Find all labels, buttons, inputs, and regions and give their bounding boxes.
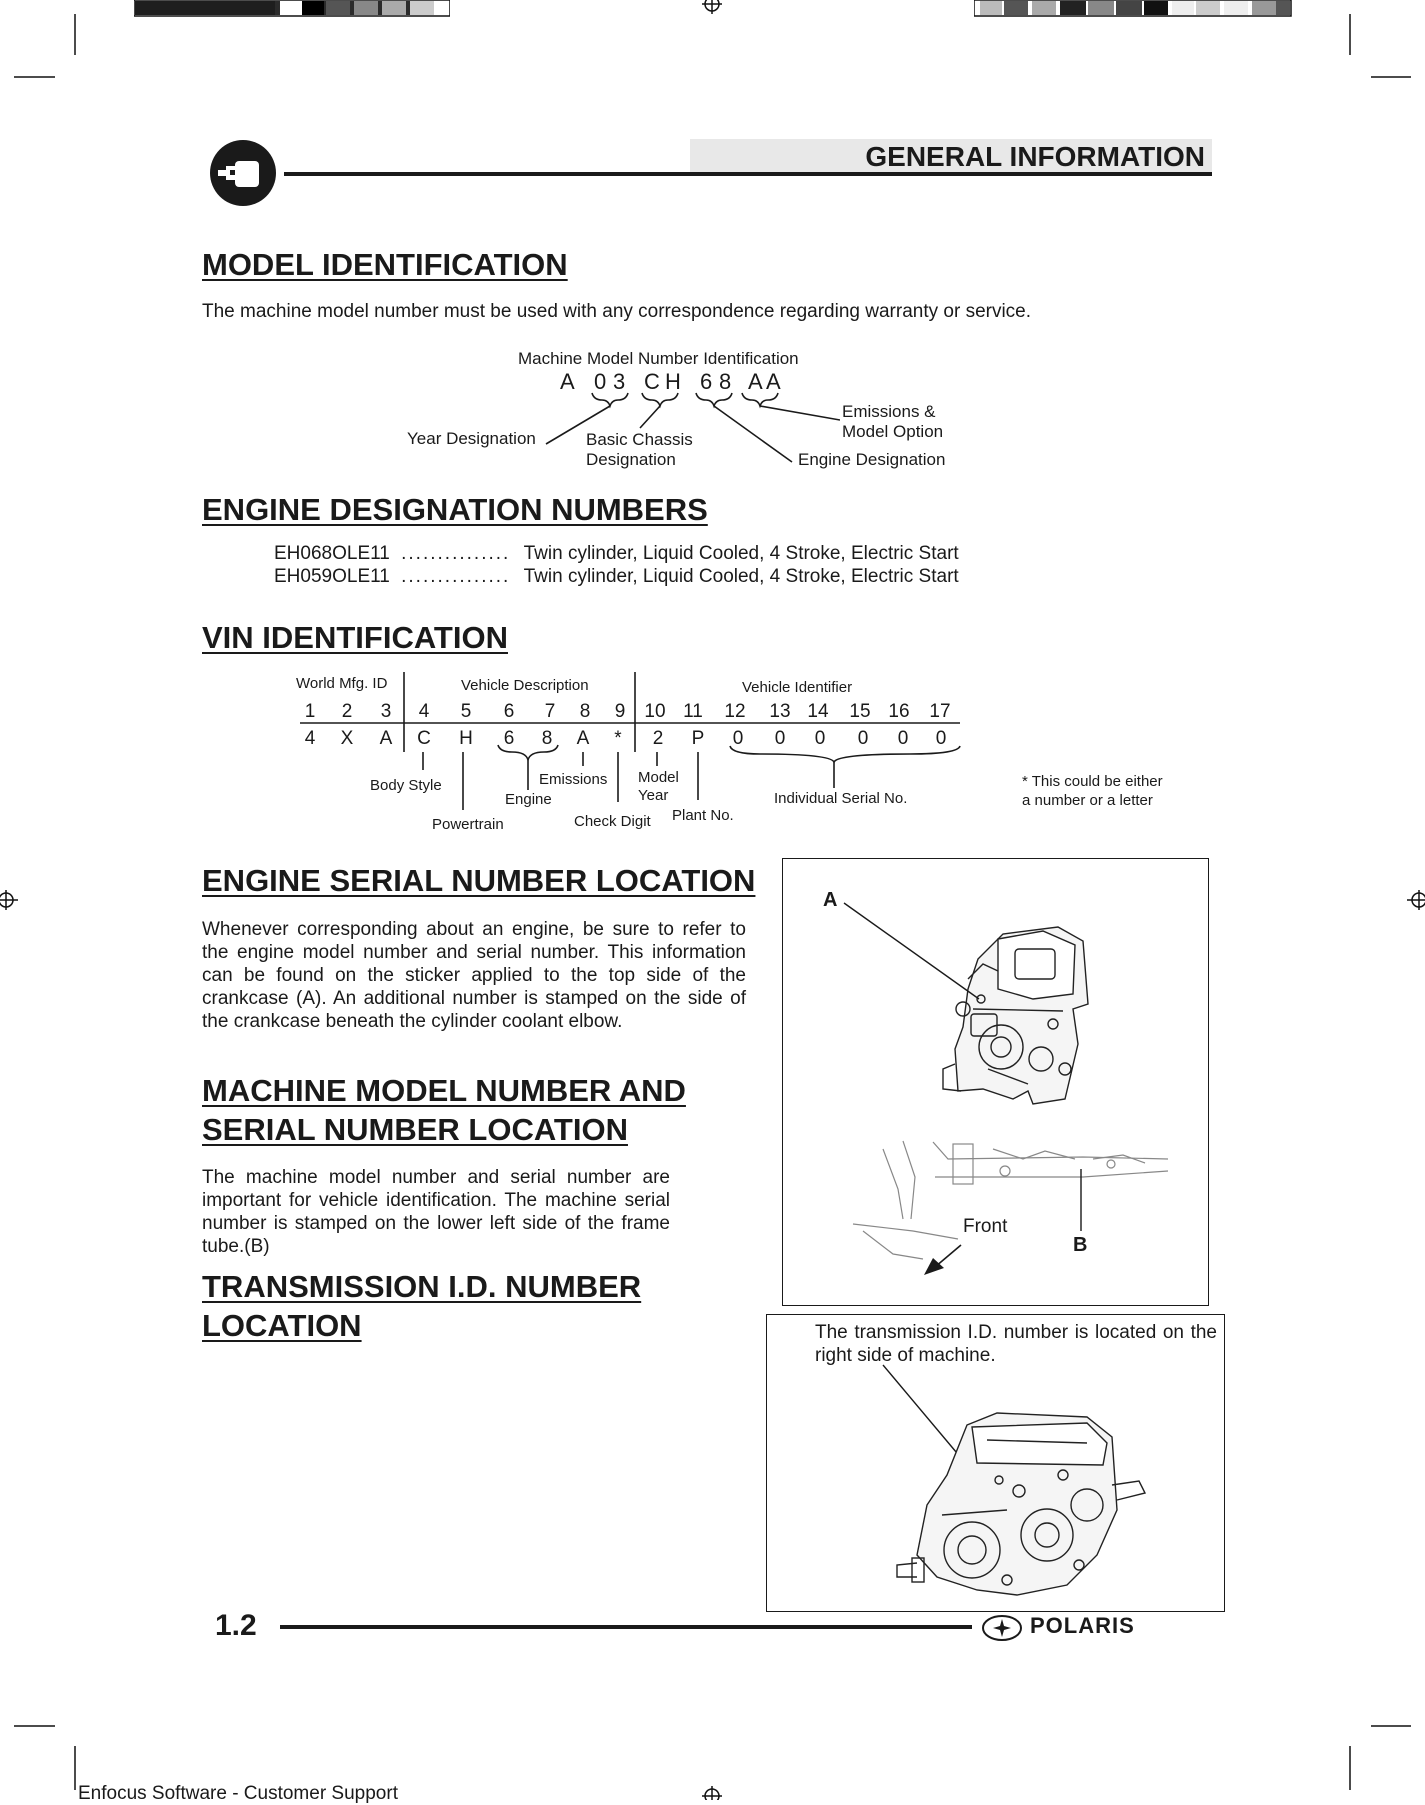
vin-position: 9 — [614, 701, 626, 722]
vin-value: C — [417, 728, 431, 749]
engine-leader-dots: ............... — [401, 543, 511, 564]
vin-value: 0 — [935, 728, 947, 749]
vin-position: 14 — [807, 701, 829, 722]
vin-value: A — [379, 728, 393, 749]
vin-value: X — [340, 728, 354, 749]
label-year-designation: Year Designation — [407, 429, 536, 448]
model-code-char: H — [665, 369, 681, 394]
vin-position: 10 — [644, 701, 666, 722]
model-code-char: 3 — [613, 369, 626, 394]
polaris-star-logo-icon — [981, 1614, 1023, 1642]
transmission-location-figure — [766, 1314, 1225, 1612]
vin-position: 15 — [849, 701, 871, 722]
vin-value: 0 — [732, 728, 744, 749]
footer-rule — [280, 1625, 972, 1629]
engine-description: Twin cylinder, Liquid Cooled, 4 Stroke, Electric Start — [523, 566, 959, 587]
transmission-heading-line-2: LOCATION — [202, 1308, 362, 1343]
vin-label-emissions: Emissions — [539, 771, 608, 788]
vin-label-engine: Engine — [505, 791, 552, 808]
model-number-diagram-title: Machine Model Number Identification — [518, 349, 799, 368]
vin-position: 6 — [503, 701, 515, 722]
label-emissions-2: Model Option — [842, 422, 944, 441]
vin-value: 0 — [814, 728, 826, 749]
vin-value: 6 — [503, 728, 515, 749]
figure-label-a: A — [823, 889, 838, 911]
vin-position: 4 — [418, 701, 430, 722]
engine-code: EH068OLE11 — [274, 543, 390, 564]
transmission-leader-line — [883, 1365, 967, 1465]
engine-designation-row — [274, 565, 959, 588]
vin-group-world-mfg: World Mfg. ID — [296, 675, 388, 692]
vin-value: P — [691, 728, 705, 749]
vin-label-model-year-1: Model — [638, 769, 679, 786]
vin-position: 2 — [341, 701, 353, 722]
model-code-char: A — [748, 369, 763, 394]
label-basic-chassis-1: Basic Chassis — [586, 430, 693, 449]
vin-position: 13 — [769, 701, 791, 722]
vin-position: 17 — [929, 701, 951, 722]
vin-label-powertrain: Powertrain — [432, 816, 504, 833]
vin-value: 0 — [897, 728, 909, 749]
model-code-char: 0 — [594, 369, 607, 394]
vin-note-2: a number or a letter — [1022, 792, 1153, 809]
vin-value: 4 — [304, 728, 316, 749]
vin-label-plant-no: Plant No. — [672, 807, 734, 824]
vin-group-vehicle-identifier: Vehicle Identifier — [742, 679, 853, 696]
label-engine-designation: Engine Designation — [798, 450, 946, 469]
vin-position: 7 — [544, 701, 556, 722]
vin-position: 3 — [380, 701, 392, 722]
model-identification-heading: MODEL IDENTIFICATION — [202, 247, 568, 282]
vin-position: 16 — [888, 701, 910, 722]
vin-value: * — [614, 728, 622, 749]
page-number: 1.2 — [215, 1609, 257, 1642]
model-code-char: A — [560, 369, 575, 394]
machine-model-heading-line-1: MACHINE MODEL NUMBER AND — [202, 1073, 686, 1108]
machine-model-heading-line-2: SERIAL NUMBER LOCATION — [202, 1112, 628, 1147]
engine-designation-heading: ENGINE DESIGNATION NUMBERS — [202, 492, 708, 527]
label-basic-chassis-2: Designation — [586, 450, 676, 469]
model-code-char: C — [644, 369, 660, 394]
vin-value: 8 — [541, 728, 553, 749]
transmission-caption: The transmission I.D. number is located on the right side of machine. — [815, 1322, 1217, 1366]
chapter-icon — [208, 139, 280, 209]
vin-group-vehicle-description: Vehicle Description — [461, 677, 589, 694]
model-code-char: A — [766, 369, 781, 394]
vin-value: 2 — [652, 728, 664, 749]
vin-position: 8 — [579, 701, 591, 722]
transmission-illustration — [767, 1315, 1226, 1613]
engine-location-figure — [782, 858, 1209, 1306]
front-arrow — [924, 1245, 961, 1275]
vin-identification-heading: VIN IDENTIFICATION — [202, 620, 508, 655]
engine-leader-dots: ............... — [401, 566, 511, 587]
crop-note: Enfocus Software - Customer Support — [78, 1783, 398, 1804]
engine-code: EH059OLE11 — [274, 566, 390, 587]
header-rule — [284, 172, 1212, 176]
vin-value: 0 — [857, 728, 869, 749]
vin-label-check-digit: Check Digit — [574, 813, 651, 830]
vin-label-serial-no: Individual Serial No. — [774, 790, 908, 807]
vin-position: 12 — [724, 701, 746, 722]
label-emissions-1: Emissions & — [842, 402, 936, 421]
vin-label-model-year-2: Year — [638, 787, 669, 804]
machine-model-text: The machine model number and serial number are important for vehicle identification. The machine serial number is stamped on the lower left side of the frame tube.(B) — [202, 1167, 670, 1257]
figure-label-b: B — [1073, 1234, 1088, 1256]
polaris-brand-text: POLARIS — [1030, 1613, 1135, 1638]
engine-designation-row — [274, 542, 959, 565]
model-number-callouts — [540, 388, 840, 468]
vin-label-body-style: Body Style — [370, 777, 442, 794]
model-code-char: 6 — [700, 369, 713, 394]
vin-value: A — [576, 728, 590, 749]
engine-description: Twin cylinder, Liquid Cooled, 4 Stroke, Electric Start — [523, 543, 959, 564]
model-code-char: 8 — [719, 369, 732, 394]
transmission-heading-line-1: TRANSMISSION I.D. NUMBER — [202, 1269, 642, 1304]
engine-serial-heading: ENGINE SERIAL NUMBER LOCATION — [202, 863, 756, 898]
leader-line-a — [844, 903, 979, 999]
vin-value: H — [459, 728, 473, 749]
figure-label-front: Front — [963, 1216, 1008, 1237]
vin-position: 1 — [304, 701, 316, 722]
vin-position: 5 — [460, 701, 472, 722]
header-section-title: GENERAL INFORMATION — [865, 141, 1205, 172]
engine-illustration — [783, 859, 1210, 1307]
vin-value: 0 — [774, 728, 786, 749]
engine-serial-text: Whenever corresponding about an engine, be sure to refer to the engine model number and serial number. This information can be found on the sticker applied to the top side of the crankcase (A). An additional number is stamped on the side of the crankcase beneath the cylinder coolant elbow. — [202, 919, 746, 1032]
model-identification-text: The machine model number must be used with any correspondence regarding warranty or service. — [202, 301, 1032, 322]
vin-position: 11 — [683, 701, 703, 722]
vin-note-1: * This could be either — [1022, 773, 1163, 790]
